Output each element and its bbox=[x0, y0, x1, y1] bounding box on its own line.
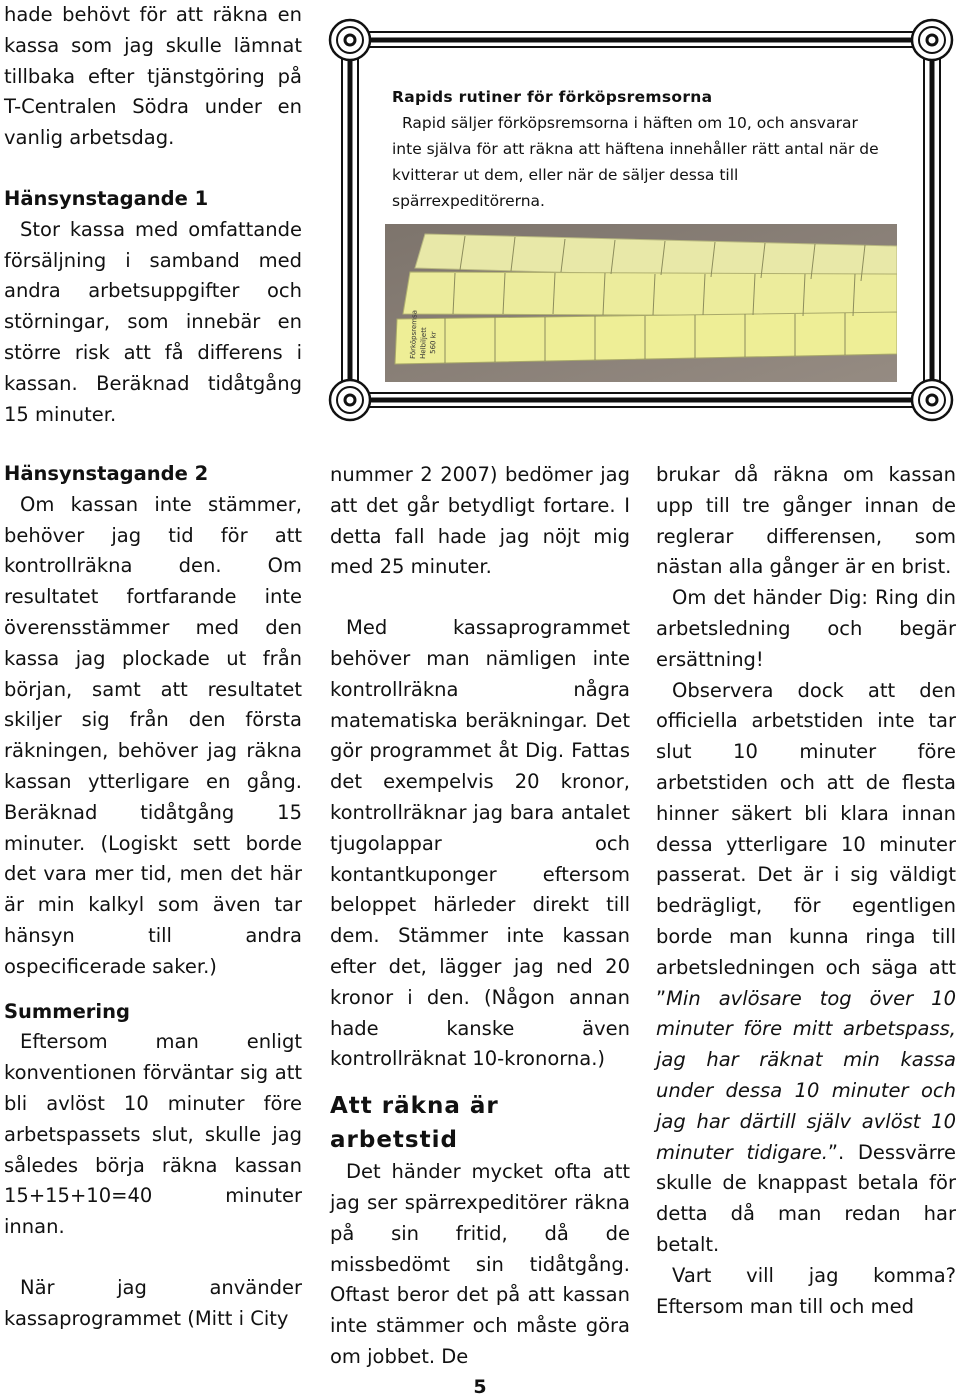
paragraph-col2-2: Med kassaprogrammet behöver man nämligen inte kontrollräkna några matematiska beräkningar. Det gör programmet åt Dig. Fattas det exempelvis 20 kronor, kontrollräknar jag bara antalet tjugolappar och kontantkuponger eftersom beloppet härleder direkt till dem. Stämmer inte kassan efter det, lägger jag ned 20 kronor i den. (Någon annan hade kanske även kontrollräknat 10-kronorna.) bbox=[330, 616, 630, 1071]
paragraph-col3-3 bbox=[656, 676, 956, 1261]
ticket-strips-image bbox=[385, 224, 897, 382]
heading-summering: Summering bbox=[4, 999, 130, 1023]
text-run: Observera dock att den officiella arbetstiden inte tar slut 10 minuter före arbetstiden och att de flesta hinner säkert bli klara innan dessa ytterligare 10 minuter passerat. Det är i sig väldigt bedrägligt, för egentligen borde man kunna ringa till arbetsledningen och säga att ” bbox=[656, 678, 956, 1010]
spacer bbox=[4, 1243, 302, 1273]
paragraph-col3-4: Vart vill jag komma? Eftersom man till och med bbox=[656, 1263, 956, 1318]
heading-hansynstagande-2: Hänsynstagande 2 bbox=[4, 462, 209, 485]
paragraph-summering: Eftersom man enligt konventionen förväntar sig att bli avlöst 10 minuter före arbetspassets slut, skulle jag således börja räkna kassan 15+15+10=40 minuter innan. bbox=[4, 1030, 302, 1239]
paragraph-col2-3: Det händer mycket ofta att jag ser spärrexpeditörer räkna på sin fritid, då de missbedömt sin tidåtgång. Oftast beror det på att kassan inte stämmer och måste göra om jobbet. De bbox=[330, 1160, 630, 1368]
page-number: 5 bbox=[473, 1376, 487, 1398]
spacer bbox=[330, 1075, 630, 1089]
paragraph-hansyn-2: Om kassan inte stämmer, behöver jag tid för att kontrollräkna den. Om resultatet fortfarande inte överensstämmer med den kassa jag plockade ut från början, samt att resultatet skiljer sig från den första räkningen, behöver jag räkna kassan ytterligare en gång. Beräknad tidåtgång 15 minuter. (Logiskt sett borde det vara mer tid, men det här är min kalkyl som även tar hänsyn till andra ospecificerade saker.) bbox=[4, 492, 302, 978]
paragraph-col2-1: nummer 2 2007) bedömer jag att det går betydligt fortare. I detta fall hade jag nöjt mig med 25 minuter. bbox=[330, 463, 630, 579]
paragraph-kassaprogrammet: När jag använder kassaprogrammet (Mitt i City bbox=[4, 1275, 302, 1330]
paragraph-intro: hade behövt för att räkna en kassa som jag skulle lämnat tillbaka efter tjänstgöring på T-Centralen Södra under en vanlig arbetsdag. bbox=[4, 3, 302, 150]
ticket-label-1: Förköpsremsa bbox=[409, 309, 419, 360]
frame-title: Rapids rutiner för förköpsremsorna bbox=[392, 88, 713, 106]
column-3 bbox=[656, 460, 956, 1322]
frame-text bbox=[392, 84, 892, 214]
column-2 bbox=[330, 460, 630, 1373]
spacer bbox=[4, 154, 302, 184]
column-1-bottom bbox=[4, 459, 302, 1335]
text-run: ”. Dessvärre skulle de knappast betala för detta då man redan har betalt. bbox=[656, 1140, 956, 1256]
column-1-top bbox=[4, 0, 302, 430]
paragraph-col3-1: brukar då räkna om kassan upp till tre gånger innan de reglerar differensen, som nästan alla gånger är en brist. bbox=[656, 463, 956, 579]
ticket-label-3: 560 kr bbox=[429, 331, 438, 355]
heading-att-rakna: Att räkna är arbetstid bbox=[330, 1093, 499, 1154]
paragraph-hansyn-1: Stor kassa med omfattande försäljning i samband med andra arbetsuppgifter och störningar, som innebär en större risk att få differens i kassan. Beräknad tidåtgång 15 minuter. bbox=[4, 217, 302, 426]
spacer bbox=[4, 983, 302, 997]
paragraph-col3-2: Om det händer Dig: Ring din arbetsledning och begär ersättning! bbox=[656, 586, 956, 671]
frame-paragraph: Rapid säljer förköpsremsorna i häften om 10, och ansvarar inte själva för att räkna att häftena innehåller rätt antal när de kvitterar ut dem, eller när de säljer dessa till spärrexpeditörerna. bbox=[392, 114, 879, 210]
italic-quote: Min avlösare tog över 10 minuter före mitt arbetspass, jag har räknat min kassa under dessa 10 minuter och jag har därtill själv avlöst 10 minuter tidigare. bbox=[656, 986, 956, 1164]
spacer bbox=[330, 583, 630, 613]
ticket-strips-photo bbox=[385, 224, 897, 382]
heading-hansynstagande-1: Hänsynstagande 1 bbox=[4, 186, 209, 210]
ticket-label-2: Helbiljett bbox=[419, 327, 429, 360]
